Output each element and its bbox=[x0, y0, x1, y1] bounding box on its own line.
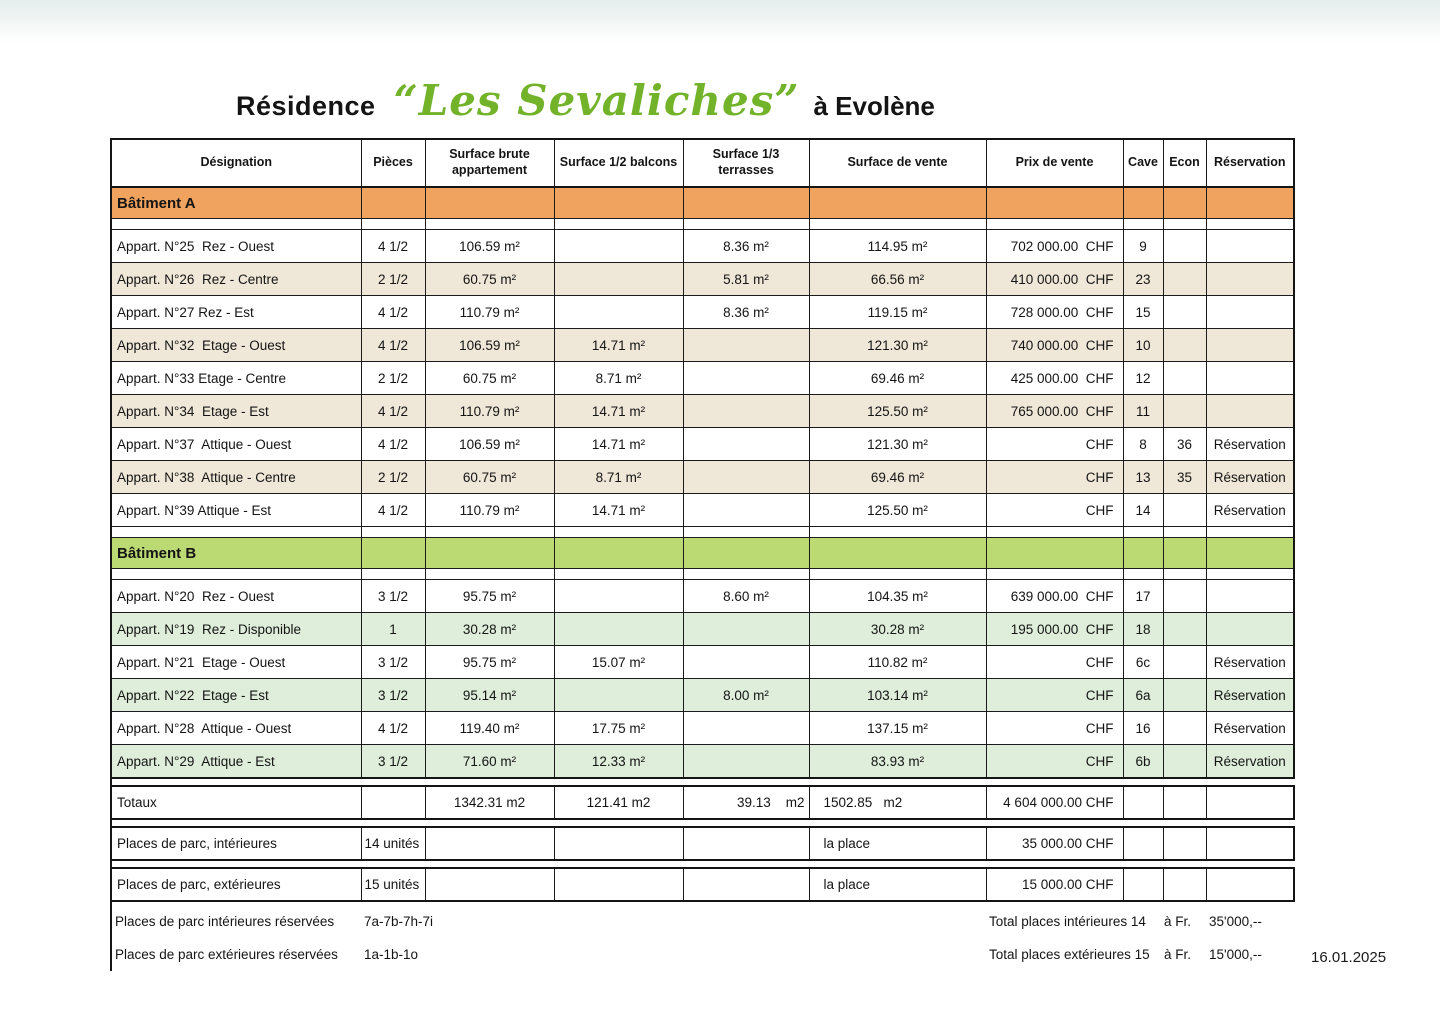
parking-row bbox=[111, 868, 1294, 901]
cell-surface-brute: 60.75 m² bbox=[425, 461, 554, 494]
cell-surface-vente bbox=[809, 569, 986, 580]
cell-prix-vente: 15 000.00 CHF bbox=[986, 868, 1123, 901]
spacer-row bbox=[111, 527, 1294, 538]
parking-table-exterior bbox=[110, 867, 1295, 902]
cell-cave bbox=[1123, 868, 1163, 901]
cell-surface-vente: 30.28 m² bbox=[809, 613, 986, 646]
cell-surface-terrasses bbox=[683, 538, 809, 569]
cell-designation: Totaux bbox=[111, 786, 361, 819]
col-header-surface-vente: Surface de vente bbox=[809, 139, 986, 187]
col-header-econ: Econ bbox=[1163, 139, 1206, 187]
cell-surface-terrasses: 8.36 m² bbox=[683, 296, 809, 329]
cell-surface-vente: 119.15 m² bbox=[809, 296, 986, 329]
cell-surface-vente: 137.15 m² bbox=[809, 712, 986, 745]
cell-cave bbox=[1123, 827, 1163, 860]
cell-surface-brute: 30.28 m² bbox=[425, 613, 554, 646]
cell-surface-terrasses bbox=[683, 646, 809, 679]
cell-reservation bbox=[1206, 219, 1294, 230]
footnote-row bbox=[111, 905, 1294, 938]
cell-prix-vente bbox=[986, 538, 1123, 569]
totals-row bbox=[111, 786, 1294, 819]
col-header-surface-balcons: Surface 1/2 balcons bbox=[554, 139, 683, 187]
cell-cave bbox=[1123, 187, 1163, 219]
cell-surface-terrasses bbox=[683, 527, 809, 538]
cell-cave: 8 bbox=[1123, 428, 1163, 461]
title-suffix: à Evolène bbox=[813, 91, 935, 121]
cell-prix-vente: 702 000.00 CHF bbox=[986, 230, 1123, 263]
apartment-row bbox=[111, 494, 1294, 527]
cell-surface-terrasses bbox=[683, 494, 809, 527]
cell-cave: 6a bbox=[1123, 679, 1163, 712]
cell-designation bbox=[111, 527, 361, 538]
cell-surface-vente bbox=[809, 527, 986, 538]
col-header-designation: Désignation bbox=[111, 139, 361, 187]
cell-reservation bbox=[1206, 527, 1294, 538]
apartment-row bbox=[111, 230, 1294, 263]
cell-surface-terrasses bbox=[683, 569, 809, 580]
cell-surface-balcons: 14.71 m² bbox=[554, 395, 683, 428]
cell-prix-vente bbox=[986, 219, 1123, 230]
cell-econ bbox=[1163, 296, 1206, 329]
cell-surface-balcons: 14.71 m² bbox=[554, 428, 683, 461]
cell-reservation bbox=[1206, 538, 1294, 569]
apartment-row bbox=[111, 461, 1294, 494]
footnote-a-fr: à Fr. bbox=[1164, 947, 1192, 962]
cell-reservation bbox=[1206, 395, 1294, 428]
cell-designation: Appart. N°25 Rez - Ouest bbox=[111, 230, 361, 263]
cell-surface-balcons bbox=[554, 219, 683, 230]
cell-pieces bbox=[361, 786, 425, 819]
cell-designation: Appart. N°19 Rez - Disponible bbox=[111, 613, 361, 646]
cell-reservation bbox=[1206, 569, 1294, 580]
cell-econ bbox=[1163, 527, 1206, 538]
cell-surface-terrasses bbox=[683, 868, 809, 901]
cell-surface-vente: 103.14 m² bbox=[809, 679, 986, 712]
col-header-cave: Cave bbox=[1123, 139, 1163, 187]
cell-reservation bbox=[1206, 613, 1294, 646]
cell-surface-vente bbox=[809, 219, 986, 230]
spacer-row bbox=[111, 219, 1294, 230]
cell-surface-brute: 110.79 m² bbox=[425, 494, 554, 527]
cell-pieces: 4 1/2 bbox=[361, 395, 425, 428]
cell-surface-terrasses bbox=[683, 613, 809, 646]
cell-prix-vente: 4 604 000.00 CHF bbox=[986, 786, 1123, 819]
cell-surface-balcons bbox=[554, 569, 683, 580]
cell-econ bbox=[1163, 494, 1206, 527]
apartment-row bbox=[111, 745, 1294, 779]
cell-designation: Appart. N°22 Etage - Est bbox=[111, 679, 361, 712]
page-title bbox=[236, 76, 935, 125]
cell-surface-terrasses: 8.00 m² bbox=[683, 679, 809, 712]
cell-prix-vente: 765 000.00 CHF bbox=[986, 395, 1123, 428]
cell-surface-terrasses bbox=[683, 187, 809, 219]
cell-econ bbox=[1163, 362, 1206, 395]
cell-econ bbox=[1163, 230, 1206, 263]
cell-prix-vente: CHF bbox=[986, 745, 1123, 779]
cell-designation: Places de parc, intérieures bbox=[111, 827, 361, 860]
cell-econ bbox=[1163, 868, 1206, 901]
cell-designation: Appart. N°29 Attique - Est bbox=[111, 745, 361, 779]
col-header-reservation: Réservation bbox=[1206, 139, 1294, 187]
cell-designation: Bâtiment B bbox=[111, 538, 361, 569]
cell-surface-brute: 106.59 m² bbox=[425, 230, 554, 263]
section-band bbox=[111, 538, 1294, 569]
cell-econ bbox=[1163, 679, 1206, 712]
cell-surface-vente: 66.56 m² bbox=[809, 263, 986, 296]
cell-designation bbox=[111, 569, 361, 580]
header-row bbox=[111, 139, 1294, 187]
cell-surface-vente: 110.82 m² bbox=[809, 646, 986, 679]
cell-prix-vente: 410 000.00 CHF bbox=[986, 263, 1123, 296]
cell-cave bbox=[1123, 786, 1163, 819]
cell-cave: 10 bbox=[1123, 329, 1163, 362]
apartment-row bbox=[111, 679, 1294, 712]
cell-pieces: 1 bbox=[361, 613, 425, 646]
cell-designation: Places de parc, extérieures bbox=[111, 868, 361, 901]
footnote-spacer bbox=[554, 905, 986, 938]
cell-surface-terrasses bbox=[683, 712, 809, 745]
cell-prix-vente: 35 000.00 CHF bbox=[986, 827, 1123, 860]
cell-cave: 16 bbox=[1123, 712, 1163, 745]
cell-designation: Appart. N°21 Etage - Ouest bbox=[111, 646, 361, 679]
apartment-row bbox=[111, 646, 1294, 679]
footnote-label: Places de parc intérieures réservées bbox=[115, 914, 335, 929]
cell-reservation bbox=[1206, 868, 1294, 901]
cell-reservation: Réservation bbox=[1206, 646, 1294, 679]
cell-designation: Appart. N°27 Rez - Est bbox=[111, 296, 361, 329]
cell-econ: 35 bbox=[1163, 461, 1206, 494]
col-header-surface-terrasses: Surface 1/3 terrasses bbox=[683, 139, 809, 187]
footnote-amount: 35'000,-- bbox=[1209, 914, 1262, 929]
cell-designation: Appart. N°28 Attique - Ouest bbox=[111, 712, 361, 745]
cell-prix-vente bbox=[986, 187, 1123, 219]
cell-cave: 9 bbox=[1123, 230, 1163, 263]
cell-pieces: 2 1/2 bbox=[361, 362, 425, 395]
cell-surface-balcons bbox=[554, 613, 683, 646]
cell-prix-vente: 639 000.00 CHF bbox=[986, 580, 1123, 613]
cell-econ bbox=[1163, 395, 1206, 428]
col-header-surface-brute: Surface brute appartement bbox=[425, 139, 554, 187]
cell-surface-vente: 69.46 m² bbox=[809, 362, 986, 395]
cell-prix-vente bbox=[986, 527, 1123, 538]
cell-designation: Appart. N°34 Etage - Est bbox=[111, 395, 361, 428]
document-date: 16.01.2025 bbox=[1311, 949, 1387, 966]
cell-econ bbox=[1163, 569, 1206, 580]
cell-surface-brute: 119.40 m² bbox=[425, 712, 554, 745]
cell-pieces: 4 1/2 bbox=[361, 296, 425, 329]
cell-cave: 15 bbox=[1123, 296, 1163, 329]
cell-pieces: 2 1/2 bbox=[361, 461, 425, 494]
cell-surface-balcons bbox=[554, 296, 683, 329]
cell-reservation: Réservation bbox=[1206, 712, 1294, 745]
cell-reservation bbox=[1206, 786, 1294, 819]
cell-surface-balcons bbox=[554, 580, 683, 613]
cell-reservation: Réservation bbox=[1206, 494, 1294, 527]
footnote-row bbox=[111, 938, 1294, 971]
apartment-row bbox=[111, 263, 1294, 296]
col-header-pieces: Pièces bbox=[361, 139, 425, 187]
cell-econ bbox=[1163, 187, 1206, 219]
footnote-total: Total places extérieures 15 bbox=[989, 947, 1150, 962]
cell-surface-brute: 1342.31 m2 bbox=[425, 786, 554, 819]
cell-surface-terrasses bbox=[683, 395, 809, 428]
cell-surface-balcons bbox=[554, 868, 683, 901]
cell-reservation bbox=[1206, 827, 1294, 860]
cell-pieces bbox=[361, 187, 425, 219]
cell-prix-vente bbox=[986, 569, 1123, 580]
cell-surface-balcons: 14.71 m² bbox=[554, 329, 683, 362]
cell-surface-terrasses: 39.13 m2 bbox=[683, 786, 809, 819]
cell-surface-brute: 71.60 m² bbox=[425, 745, 554, 779]
cell-pieces bbox=[361, 219, 425, 230]
cell-econ bbox=[1163, 219, 1206, 230]
cell-econ bbox=[1163, 646, 1206, 679]
cell-surface-balcons: 14.71 m² bbox=[554, 494, 683, 527]
cell-prix-vente: CHF bbox=[986, 461, 1123, 494]
cell-econ bbox=[1163, 613, 1206, 646]
cell-surface-brute: 110.79 m² bbox=[425, 395, 554, 428]
cell-surface-brute: 95.75 m² bbox=[425, 646, 554, 679]
cell-reservation: Réservation bbox=[1206, 679, 1294, 712]
section-band bbox=[111, 187, 1294, 219]
cell-cave: 6c bbox=[1123, 646, 1163, 679]
apartment-row bbox=[111, 329, 1294, 362]
cell-designation: Appart. N°32 Etage - Ouest bbox=[111, 329, 361, 362]
cell-reservation bbox=[1206, 580, 1294, 613]
totals-table bbox=[110, 785, 1295, 820]
cell-econ bbox=[1163, 580, 1206, 613]
col-header-prix-vente: Prix de vente bbox=[986, 139, 1123, 187]
cell-prix-vente: 728 000.00 CHF bbox=[986, 296, 1123, 329]
cell-surface-vente: 121.30 m² bbox=[809, 329, 986, 362]
cell-reservation bbox=[1206, 329, 1294, 362]
cell-surface-vente: 121.30 m² bbox=[809, 428, 986, 461]
cell-cave: 13 bbox=[1123, 461, 1163, 494]
cell-pieces: 4 1/2 bbox=[361, 329, 425, 362]
cell-designation bbox=[111, 219, 361, 230]
cell-surface-terrasses bbox=[683, 745, 809, 779]
cell-surface-balcons: 8.71 m² bbox=[554, 362, 683, 395]
cell-cave bbox=[1123, 538, 1163, 569]
cell-designation: Appart. N°37 Attique - Ouest bbox=[111, 428, 361, 461]
footnote-spacer bbox=[554, 938, 986, 971]
apartment-row bbox=[111, 296, 1294, 329]
cell-cave: 23 bbox=[1123, 263, 1163, 296]
cell-surface-brute: 60.75 m² bbox=[425, 263, 554, 296]
cell-surface-brute bbox=[425, 538, 554, 569]
title-prefix: Résidence bbox=[236, 91, 376, 121]
cell-pieces: 4 1/2 bbox=[361, 230, 425, 263]
cell-pieces: 4 1/2 bbox=[361, 712, 425, 745]
cell-surface-vente: la place bbox=[809, 868, 986, 901]
footnote-label: Places de parc extérieures réservées bbox=[115, 947, 338, 962]
cell-reservation: Réservation bbox=[1206, 461, 1294, 494]
cell-prix-vente: CHF bbox=[986, 646, 1123, 679]
cell-surface-vente: 104.35 m² bbox=[809, 580, 986, 613]
cell-surface-brute bbox=[425, 219, 554, 230]
cell-surface-brute: 60.75 m² bbox=[425, 362, 554, 395]
cell-cave: 14 bbox=[1123, 494, 1163, 527]
apartment-row bbox=[111, 362, 1294, 395]
cell-surface-vente: 83.93 m² bbox=[809, 745, 986, 779]
apartment-row bbox=[111, 613, 1294, 646]
cell-surface-balcons bbox=[554, 538, 683, 569]
cell-surface-vente: 1502.85 m2 bbox=[809, 786, 986, 819]
cell-surface-brute: 110.79 m² bbox=[425, 296, 554, 329]
cell-prix-vente: 740 000.00 CHF bbox=[986, 329, 1123, 362]
parking-table-interior bbox=[110, 826, 1295, 861]
cell-pieces: 3 1/2 bbox=[361, 679, 425, 712]
cell-surface-balcons bbox=[554, 230, 683, 263]
cell-pieces bbox=[361, 569, 425, 580]
cell-econ bbox=[1163, 786, 1206, 819]
title-residence-name: “Les Sevaliches” bbox=[393, 76, 800, 125]
cell-surface-terrasses: 5.81 m² bbox=[683, 263, 809, 296]
cell-pieces: 4 1/2 bbox=[361, 494, 425, 527]
cell-cave: 17 bbox=[1123, 580, 1163, 613]
scan-top-tint bbox=[0, 0, 1440, 54]
cell-surface-balcons: 15.07 m² bbox=[554, 646, 683, 679]
cell-surface-vente: 125.50 m² bbox=[809, 395, 986, 428]
cell-reservation bbox=[1206, 296, 1294, 329]
cell-econ bbox=[1163, 745, 1206, 779]
cell-surface-brute: 106.59 m² bbox=[425, 329, 554, 362]
cell-prix-vente: CHF bbox=[986, 679, 1123, 712]
cell-designation: Appart. N°33 Etage - Centre bbox=[111, 362, 361, 395]
cell-surface-brute bbox=[425, 827, 554, 860]
cell-reservation bbox=[1206, 187, 1294, 219]
cell-cave: 11 bbox=[1123, 395, 1163, 428]
cell-surface-vente: la place bbox=[809, 827, 986, 860]
cell-designation: Appart. N°20 Rez - Ouest bbox=[111, 580, 361, 613]
cell-designation: Appart. N°39 Attique - Est bbox=[111, 494, 361, 527]
cell-surface-balcons: 17.75 m² bbox=[554, 712, 683, 745]
price-list-sheet bbox=[110, 138, 1296, 971]
cell-econ bbox=[1163, 263, 1206, 296]
cell-surface-terrasses: 8.60 m² bbox=[683, 580, 809, 613]
cell-reservation bbox=[1206, 230, 1294, 263]
cell-surface-vente: 69.46 m² bbox=[809, 461, 986, 494]
cell-econ bbox=[1163, 538, 1206, 569]
cell-surface-brute bbox=[425, 187, 554, 219]
cell-designation: Appart. N°26 Rez - Centre bbox=[111, 263, 361, 296]
cell-surface-vente: 114.95 m² bbox=[809, 230, 986, 263]
cell-pieces: 4 1/2 bbox=[361, 428, 425, 461]
apartment-row bbox=[111, 395, 1294, 428]
cell-surface-balcons bbox=[554, 263, 683, 296]
cell-surface-balcons bbox=[554, 827, 683, 860]
cell-surface-terrasses bbox=[683, 827, 809, 860]
apartment-row bbox=[111, 428, 1294, 461]
cell-prix-vente: CHF bbox=[986, 712, 1123, 745]
cell-surface-terrasses bbox=[683, 362, 809, 395]
cell-surface-brute bbox=[425, 527, 554, 538]
cell-cave bbox=[1123, 569, 1163, 580]
cell-surface-balcons bbox=[554, 679, 683, 712]
apartments-table bbox=[110, 138, 1295, 779]
cell-surface-vente: 125.50 m² bbox=[809, 494, 986, 527]
parking-row bbox=[111, 827, 1294, 860]
footnotes-table bbox=[110, 905, 1294, 971]
cell-surface-balcons: 8.71 m² bbox=[554, 461, 683, 494]
cell-pieces bbox=[361, 538, 425, 569]
cell-surface-vente bbox=[809, 187, 986, 219]
cell-econ: 36 bbox=[1163, 428, 1206, 461]
cell-reservation: Réservation bbox=[1206, 428, 1294, 461]
footnote-codes: 7a-7b-7h-7i bbox=[364, 914, 434, 929]
cell-surface-terrasses bbox=[683, 428, 809, 461]
cell-reservation bbox=[1206, 362, 1294, 395]
cell-pieces: 2 1/2 bbox=[361, 263, 425, 296]
cell-surface-balcons bbox=[554, 527, 683, 538]
cell-pieces: 3 1/2 bbox=[361, 745, 425, 779]
cell-surface-brute bbox=[425, 569, 554, 580]
cell-surface-terrasses bbox=[683, 219, 809, 230]
cell-surface-balcons bbox=[554, 187, 683, 219]
cell-surface-brute: 106.59 m² bbox=[425, 428, 554, 461]
footnote-codes: 1a-1b-1o bbox=[364, 947, 419, 962]
cell-prix-vente: CHF bbox=[986, 428, 1123, 461]
apartment-row bbox=[111, 580, 1294, 613]
apartment-row bbox=[111, 712, 1294, 745]
cell-pieces: 15 unités bbox=[361, 868, 425, 901]
cell-surface-brute: 95.75 m² bbox=[425, 580, 554, 613]
cell-surface-terrasses: 8.36 m² bbox=[683, 230, 809, 263]
footnote-total: Total places intérieures 14 bbox=[989, 914, 1146, 929]
cell-cave: 18 bbox=[1123, 613, 1163, 646]
cell-surface-balcons: 121.41 m2 bbox=[554, 786, 683, 819]
cell-surface-vente bbox=[809, 538, 986, 569]
cell-surface-brute: 95.14 m² bbox=[425, 679, 554, 712]
cell-pieces: 14 unités bbox=[361, 827, 425, 860]
cell-econ bbox=[1163, 827, 1206, 860]
cell-cave bbox=[1123, 219, 1163, 230]
cell-designation: Bâtiment A bbox=[111, 187, 361, 219]
cell-surface-terrasses bbox=[683, 329, 809, 362]
cell-reservation: Réservation bbox=[1206, 745, 1294, 779]
cell-prix-vente: 425 000.00 CHF bbox=[986, 362, 1123, 395]
footnote-amount: 15'000,-- bbox=[1209, 947, 1262, 962]
spacer-row bbox=[111, 569, 1294, 580]
cell-cave: 12 bbox=[1123, 362, 1163, 395]
cell-prix-vente: CHF bbox=[986, 494, 1123, 527]
cell-surface-brute bbox=[425, 868, 554, 901]
cell-surface-terrasses bbox=[683, 461, 809, 494]
cell-surface-balcons: 12.33 m² bbox=[554, 745, 683, 779]
footnote-a-fr: à Fr. bbox=[1164, 914, 1192, 929]
cell-prix-vente: 195 000.00 CHF bbox=[986, 613, 1123, 646]
cell-econ bbox=[1163, 712, 1206, 745]
cell-cave: 6b bbox=[1123, 745, 1163, 779]
cell-reservation bbox=[1206, 263, 1294, 296]
cell-pieces: 3 1/2 bbox=[361, 646, 425, 679]
cell-pieces bbox=[361, 527, 425, 538]
cell-pieces: 3 1/2 bbox=[361, 580, 425, 613]
cell-econ bbox=[1163, 329, 1206, 362]
cell-cave bbox=[1123, 527, 1163, 538]
cell-designation: Appart. N°38 Attique - Centre bbox=[111, 461, 361, 494]
